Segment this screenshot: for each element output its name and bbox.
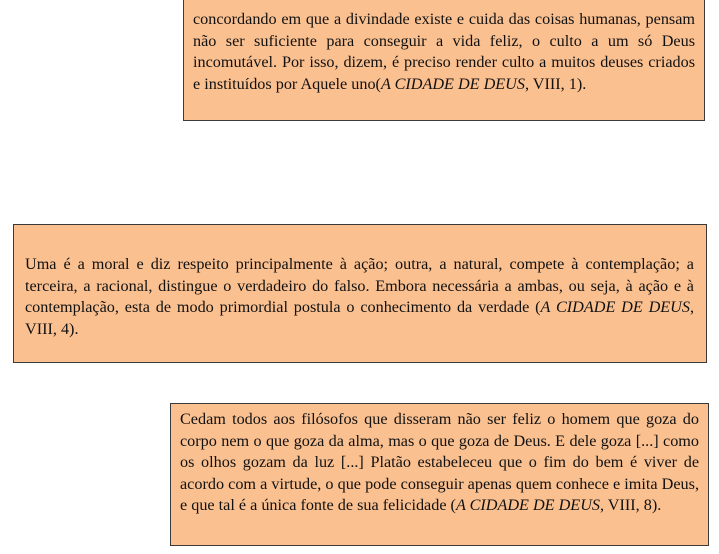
quote-body-2: Uma é a moral e diz respeito principalmente à ação; outra, a natural, compete à contemplação; a terceira, a racional, distingue o verdadeiro do falso. Embora necessária a ambas, ou seja, à ação e à contemplação, esta de modo primordial postula o conhecimento da verdade ( xyxy=(25,255,694,316)
quote-text-3 xyxy=(180,409,699,517)
quote-box-2 xyxy=(13,224,707,363)
citation-title-1: A CIDADE DE DEUS xyxy=(380,74,525,93)
quote-body-1: concordando em que a divindade existe e cuida das coisas humanas, pensam não ser suficiente para conseguir a vida feliz, o culto a um só Deus incomutável. Por isso, dizem, é preciso render culto a muitos deuses criados e instituídos por Aquele uno( xyxy=(193,10,695,93)
quote-box-1 xyxy=(183,0,705,121)
citation-ref-2: , VIII, 4). xyxy=(25,298,694,338)
citation-title-2: A CIDADE DE DEUS xyxy=(540,298,690,316)
quote-text-2 xyxy=(25,254,694,340)
quote-text-1 xyxy=(193,9,695,95)
citation-ref-3: , VIII, 8). xyxy=(599,496,662,514)
citation-title-3: A CIDADE DE DEUS xyxy=(455,496,600,514)
citation-ref-1: , VIII, 1). xyxy=(524,74,587,93)
quote-body-3: Cedam todos aos filósofos que disseram não ser feliz o homem que goza do corpo nem o que goza da alma, mas o que goza de Deus. E dele goza [...] como os olhos gozam da luz [...] Platão estabeleceu que o fim do bem é viver de acordo com a virtude, o que pode conseguir apenas quem conhece e imita Deus, e que tal é a única fonte de sua felicidade ( xyxy=(180,410,699,514)
quote-box-3 xyxy=(170,403,709,546)
